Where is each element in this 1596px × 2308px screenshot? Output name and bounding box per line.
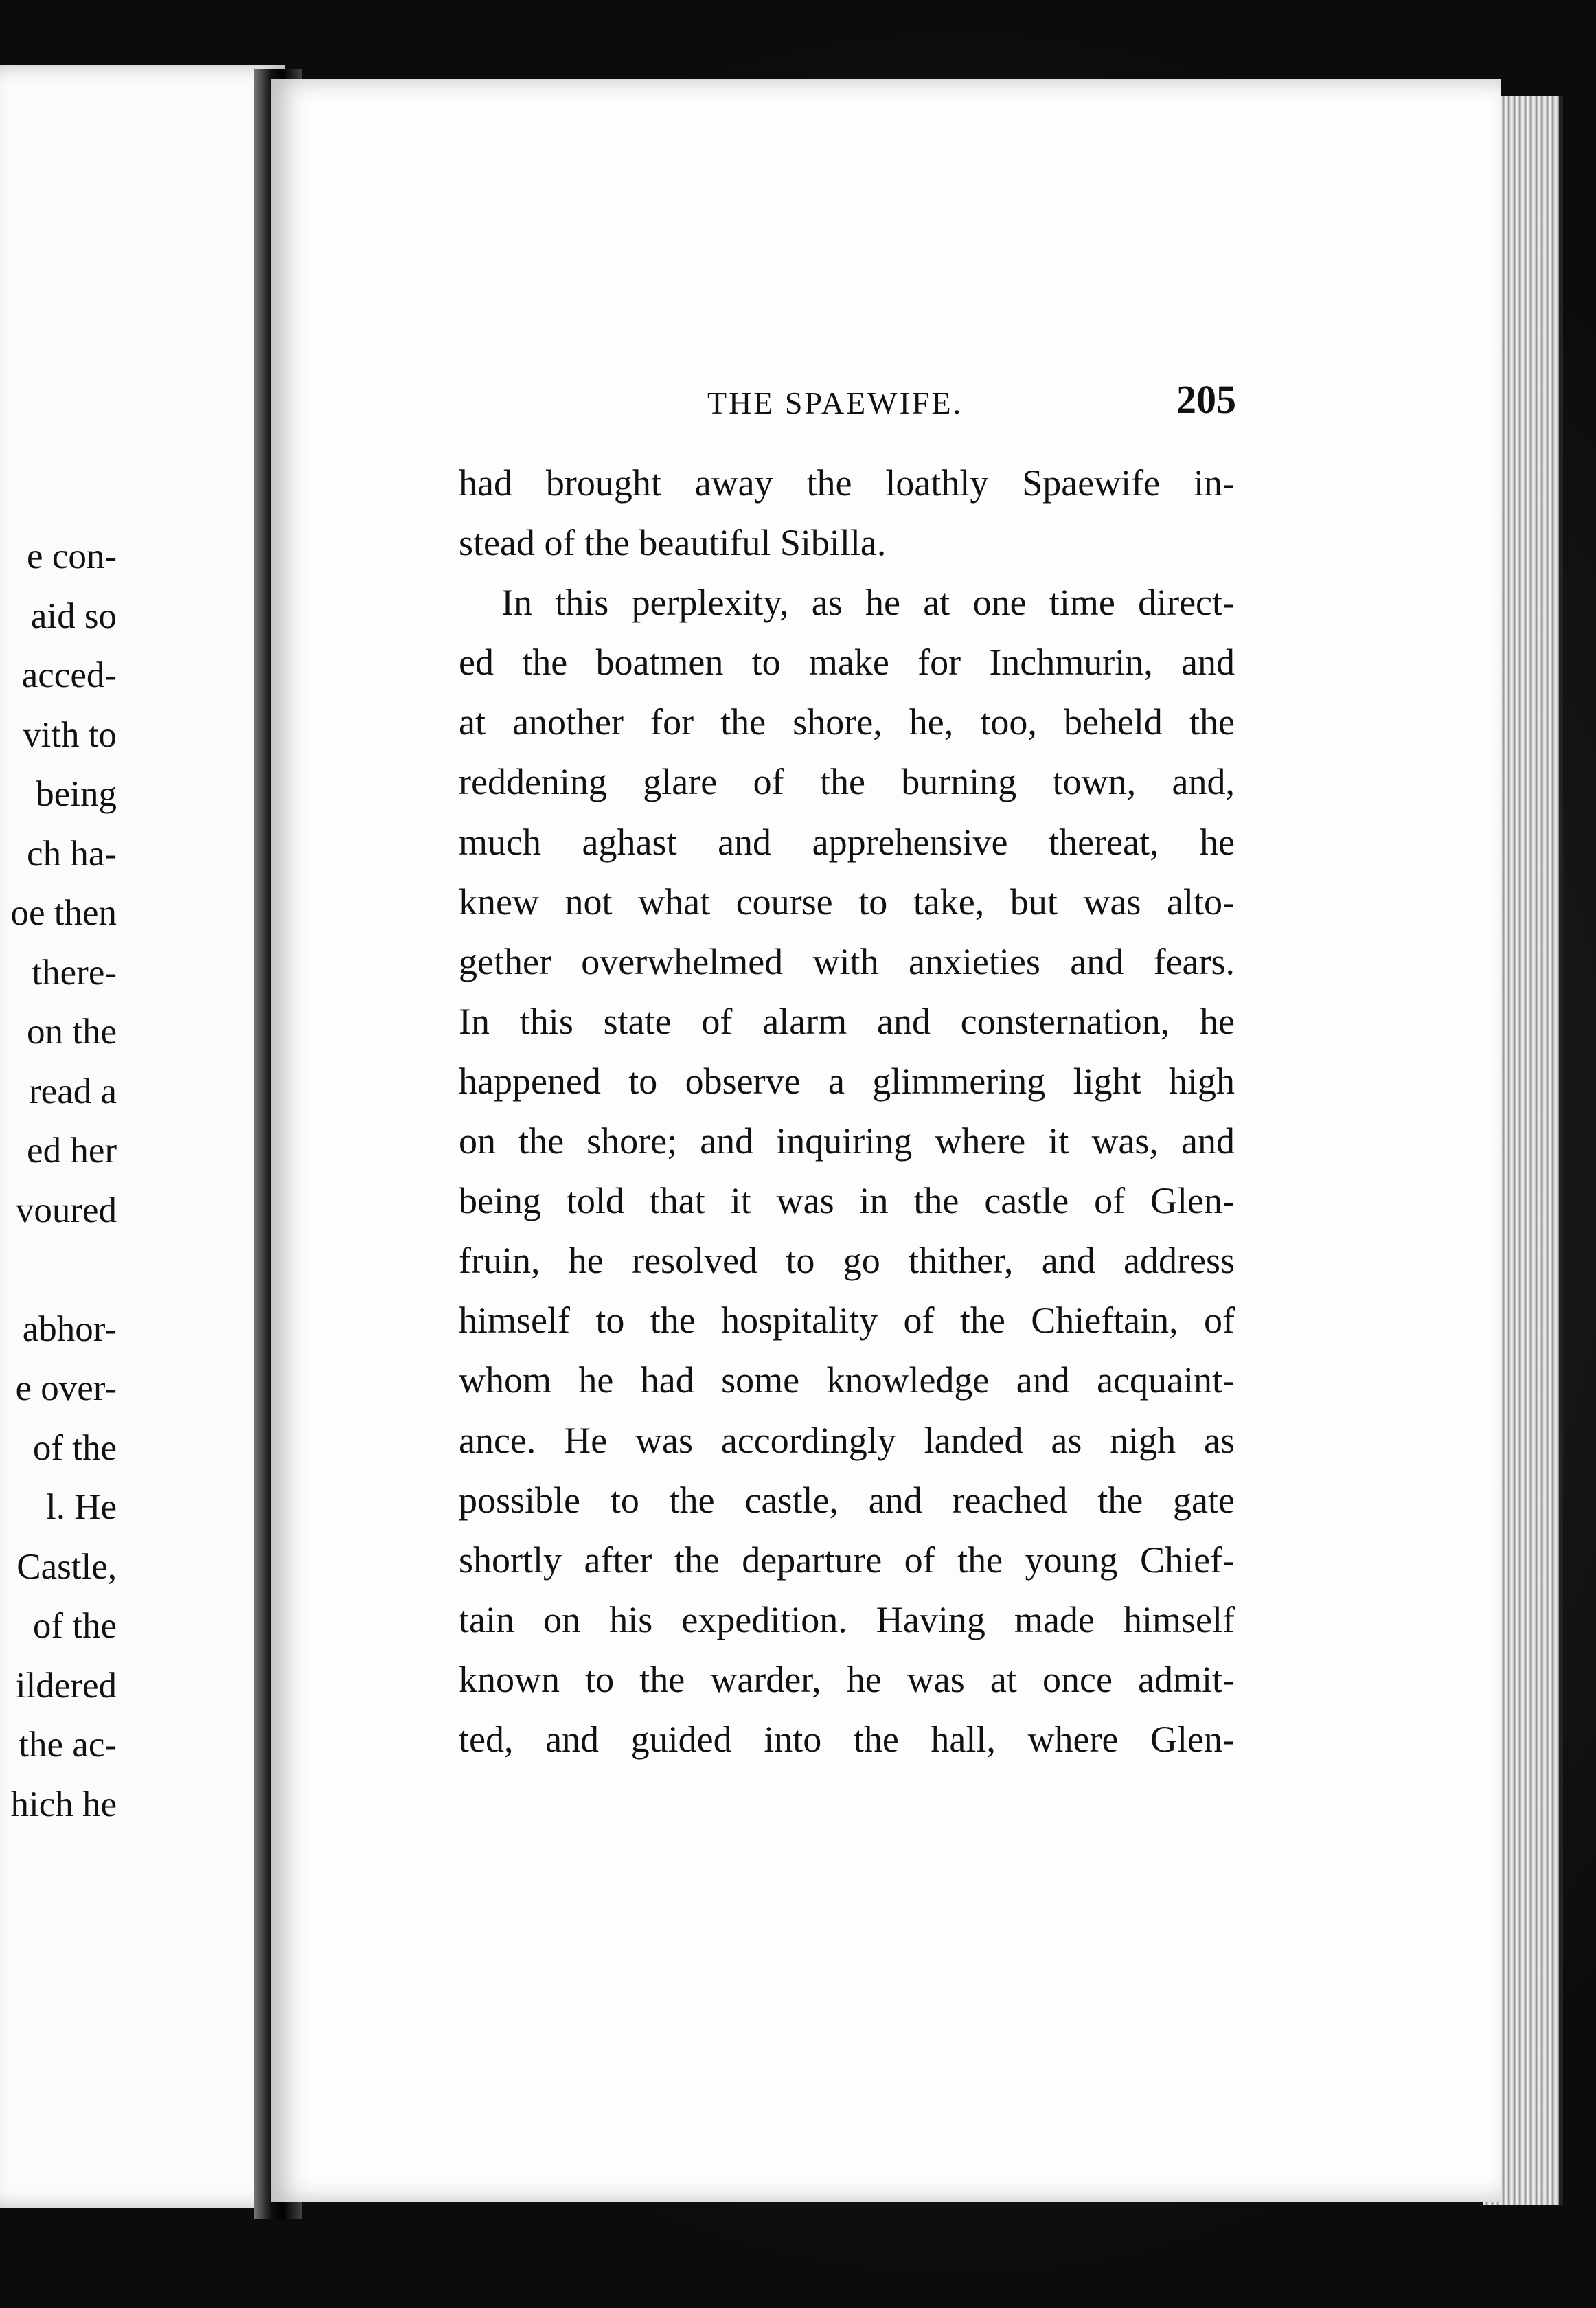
text-line: ted, and guided into the hall, where Glen- <box>459 1718 1235 1760</box>
text-line: gether overwhelmed with anxieties and fears. <box>459 940 1235 982</box>
text-line: In this perplexity, as he at one time direct- <box>501 582 1235 624</box>
text-line: reddening glare of the burning town, and, <box>459 761 1235 803</box>
left-line: ch ha- <box>27 833 117 874</box>
left-line: of the <box>32 1427 117 1468</box>
text-line: tain on his expedition. Having made himself <box>459 1598 1235 1640</box>
left-line: voured <box>15 1190 117 1230</box>
text-line: ed the boatmen to make for Inchmurin, and <box>459 642 1235 683</box>
left-page-text <box>0 527 117 1834</box>
text-line: knew not what course to take, but was alto- <box>459 881 1235 923</box>
text-line: shortly after the departure of the young Chief- <box>459 1539 1235 1581</box>
page-number: 205 <box>1176 377 1236 422</box>
body-text <box>459 453 1235 1769</box>
left-line: being <box>36 774 117 814</box>
text-line: himself to the hospitality of the Chieftain, of <box>459 1300 1235 1342</box>
left-line: acced- <box>21 655 117 695</box>
left-line: Castle, <box>16 1546 117 1587</box>
left-line: e con- <box>27 536 117 576</box>
text-line: had brought away the loathly Spaewife in- <box>459 462 1235 504</box>
left-line: of the <box>32 1606 117 1646</box>
left-line <box>0 1240 117 1300</box>
left-line: l. He <box>45 1487 117 1527</box>
left-line: oe then <box>10 893 117 933</box>
text-line: whom he had some knowledge and acquaint- <box>459 1359 1235 1401</box>
left-line: read a <box>29 1071 117 1111</box>
text-line: In this state of alarm and consternation, he <box>459 1000 1235 1042</box>
left-line: there- <box>32 952 117 993</box>
left-page <box>0 65 285 2208</box>
text-line: fruin, he resolved to go thither, and address <box>459 1240 1235 1282</box>
left-line: hich he <box>10 1784 117 1824</box>
text-line: happened to observe a glimmering light high <box>459 1060 1235 1102</box>
left-line: ildered <box>15 1665 117 1706</box>
text-line: possible to the castle, and reached the gate <box>459 1479 1235 1521</box>
text-line: being told that it was in the castle of Glen- <box>459 1180 1235 1222</box>
left-line: abhor- <box>22 1309 117 1349</box>
left-line: e over- <box>15 1368 117 1408</box>
left-line: on the <box>27 1012 117 1052</box>
running-title: THE SPAEWIFE. <box>707 385 964 420</box>
page-header <box>707 376 1236 425</box>
left-line: ed her <box>27 1131 117 1170</box>
left-line: the ac- <box>19 1725 117 1765</box>
text-line: at another for the shore, he, too, beheld the <box>459 701 1235 743</box>
text-line: ance. He was accordingly landed as nigh as <box>459 1419 1235 1461</box>
left-line: vith to <box>23 714 117 755</box>
text-line: known to the warder, he was at once admit- <box>459 1658 1235 1700</box>
text-line: stead of the beautiful Sibilla. <box>459 522 887 564</box>
text-line: much aghast and apprehensive thereat, he <box>459 821 1235 863</box>
text-line: on the shore; and inquiring where it was, and <box>459 1120 1235 1162</box>
left-line: aid so <box>30 596 117 636</box>
